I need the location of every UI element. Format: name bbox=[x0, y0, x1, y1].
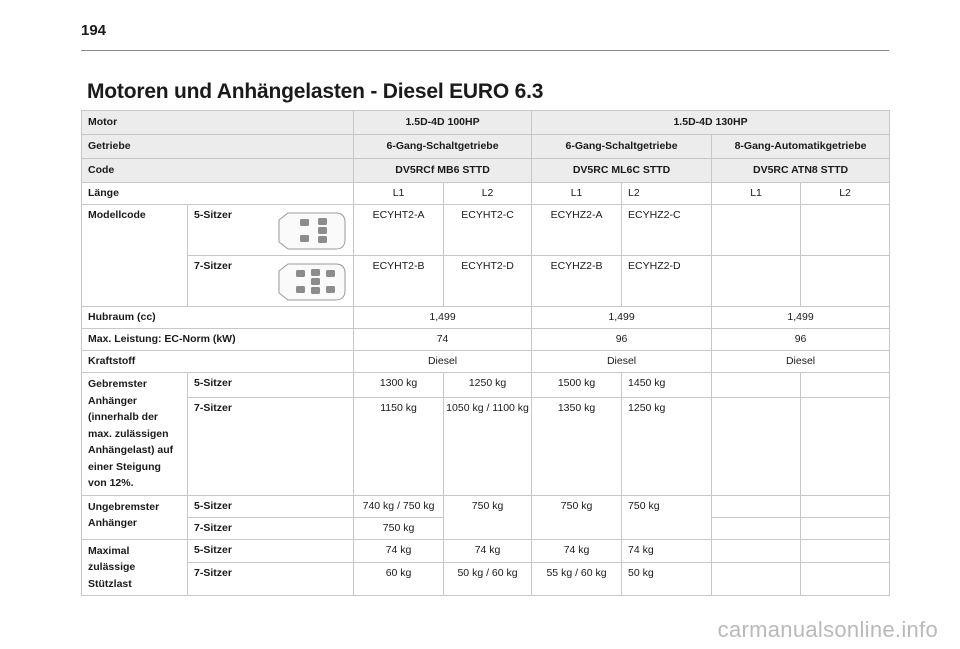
hubraum-value: 1,499 bbox=[354, 307, 532, 329]
stuetzlast-row bbox=[82, 562, 890, 595]
code-value: DV5RCf MB6 STTD bbox=[354, 159, 532, 183]
gebremst-label-line: Anhängelast) auf bbox=[88, 444, 174, 456]
code-label: Code bbox=[82, 159, 354, 183]
laenge-value: L1 bbox=[532, 183, 622, 205]
empty-cell bbox=[712, 205, 801, 256]
ungebremst-label bbox=[82, 495, 188, 539]
kraftstoff-value: Diesel bbox=[532, 351, 712, 373]
leistung-value: 74 bbox=[354, 329, 532, 351]
empty-cell bbox=[801, 517, 890, 539]
ungebremst-label-line: Ungebremster bbox=[88, 500, 160, 513]
seven-seat-layout-icon bbox=[276, 261, 348, 303]
empty-cell bbox=[801, 562, 890, 595]
empty-cell bbox=[801, 256, 890, 307]
seat-label: 5-Sitzer bbox=[188, 205, 272, 256]
kraftstoff-row bbox=[82, 351, 890, 373]
modellcode-value: ECYHZ2-C bbox=[622, 205, 712, 256]
stuetzlast-value: 50 kg / 60 kg bbox=[444, 562, 532, 595]
laenge-label: Länge bbox=[82, 183, 354, 205]
gebremst-label-line: Gebremster bbox=[88, 378, 147, 390]
gebremst-row bbox=[82, 373, 890, 398]
laenge-row bbox=[82, 183, 890, 205]
motor-label: Motor bbox=[82, 111, 354, 135]
stuetzlast-value: 74 kg bbox=[622, 539, 712, 562]
gebremst-value: 1350 kg bbox=[532, 397, 622, 495]
leistung-label: Max. Leistung: EC-Norm (kW) bbox=[82, 329, 354, 351]
empty-cell bbox=[801, 495, 890, 517]
kraftstoff-value: Diesel bbox=[712, 351, 890, 373]
modellcode-value: ECYHT2-B bbox=[354, 256, 444, 307]
gebremst-label-line: einer Steigung bbox=[88, 460, 161, 473]
gebremst-label-line: von 12%. bbox=[88, 477, 134, 489]
page-title: Motoren und Anhängelasten - Diesel EURO 6.3 bbox=[87, 80, 544, 103]
stuetzlast-label bbox=[82, 539, 188, 596]
empty-cell bbox=[712, 562, 801, 595]
gebremst-value: 1250 kg bbox=[444, 373, 532, 398]
getriebe-value: 8-Gang-Automatikgetriebe bbox=[712, 135, 890, 159]
ungebremst-value: 750 kg bbox=[532, 495, 622, 539]
hubraum-label: Hubraum (cc) bbox=[82, 307, 354, 329]
modellcode-value: ECYHZ2-A bbox=[532, 205, 622, 256]
code-value: DV5RC ATN8 STTD bbox=[712, 159, 890, 183]
laenge-value: L1 bbox=[354, 183, 444, 205]
modellcode-value: ECYHZ2-D bbox=[622, 256, 712, 307]
leistung-value: 96 bbox=[532, 329, 712, 351]
stuetzlast-label-line: Stützlast bbox=[88, 577, 132, 590]
gebremst-label-line: Anhänger bbox=[88, 394, 138, 407]
laenge-value: L1 bbox=[712, 183, 801, 205]
gebremst-value: 1250 kg bbox=[622, 397, 712, 495]
ungebremst-value: 750 kg bbox=[622, 495, 712, 539]
seat-diagram-cell bbox=[272, 205, 354, 256]
stuetzlast-value: 60 kg bbox=[354, 562, 444, 595]
ungebremst-value: 740 kg / 750 kg bbox=[354, 495, 444, 517]
modellcode-row bbox=[82, 256, 890, 307]
top-divider bbox=[81, 50, 889, 51]
stuetzlast-value: 74 kg bbox=[354, 539, 444, 562]
empty-cell bbox=[801, 205, 890, 256]
stuetzlast-value: 50 kg bbox=[622, 562, 712, 595]
empty-cell bbox=[801, 397, 890, 495]
gebremst-value: 1450 kg bbox=[622, 373, 712, 398]
empty-cell bbox=[801, 373, 890, 398]
ungebremst-value: 750 kg bbox=[354, 517, 444, 539]
stuetzlast-value: 74 kg bbox=[444, 539, 532, 562]
modellcode-value: ECYHT2-C bbox=[444, 205, 532, 256]
stuetzlast-row bbox=[82, 539, 890, 562]
ungebremst-row bbox=[82, 495, 890, 517]
gebremst-label-line: max. zulässigen bbox=[88, 427, 169, 440]
gebremst-value: 1150 kg bbox=[354, 397, 444, 495]
five-seat-layout-icon bbox=[276, 210, 348, 252]
gebremst-row bbox=[82, 397, 890, 495]
getriebe-value: 6-Gang-Schaltgetriebe bbox=[354, 135, 532, 159]
laenge-value: L2 bbox=[801, 183, 890, 205]
engine-trailer-table bbox=[81, 110, 890, 596]
seat-label: 7-Sitzer bbox=[188, 397, 354, 495]
empty-cell bbox=[801, 539, 890, 562]
hubraum-row bbox=[82, 307, 890, 329]
ungebremst-value: 750 kg bbox=[444, 495, 532, 539]
getriebe-label: Getriebe bbox=[82, 135, 354, 159]
leistung-row bbox=[82, 329, 890, 351]
stuetzlast-value: 74 kg bbox=[532, 539, 622, 562]
modellcode-value: ECYHT2-D bbox=[444, 256, 532, 307]
empty-cell bbox=[712, 256, 801, 307]
empty-cell bbox=[712, 517, 801, 539]
gebremst-label-line: (innerhalb der bbox=[88, 411, 159, 423]
stuetzlast-label-line: Maximal bbox=[88, 544, 130, 557]
stuetzlast-value: 55 kg / 60 kg bbox=[532, 562, 622, 595]
seat-label: 7-Sitzer bbox=[188, 562, 354, 595]
seat-diagram-cell bbox=[272, 256, 354, 307]
seat-label: 7-Sitzer bbox=[188, 517, 354, 539]
motor-row bbox=[82, 111, 890, 135]
watermark: carmanualsonline.info bbox=[717, 617, 938, 642]
leistung-value: 96 bbox=[712, 329, 890, 351]
code-row bbox=[82, 159, 890, 183]
gebremst-value: 1050 kg / 1100 kg bbox=[444, 397, 532, 495]
gebremst-value: 1300 kg bbox=[354, 373, 444, 398]
seat-label: 5-Sitzer bbox=[188, 373, 354, 398]
hubraum-value: 1,499 bbox=[532, 307, 712, 329]
page-number: 194 bbox=[81, 22, 107, 39]
kraftstoff-label: Kraftstoff bbox=[82, 351, 354, 373]
gebremst-label bbox=[82, 373, 188, 496]
motor-value: 1.5D-4D 100HP bbox=[354, 111, 532, 135]
hubraum-value: 1,499 bbox=[712, 307, 890, 329]
kraftstoff-value: Diesel bbox=[354, 351, 532, 373]
getriebe-row bbox=[82, 135, 890, 159]
seat-label: 7-Sitzer bbox=[188, 256, 272, 307]
getriebe-value: 6-Gang-Schaltgetriebe bbox=[532, 135, 712, 159]
stuetzlast-label-line: zulässige bbox=[88, 561, 136, 573]
modellcode-row bbox=[82, 205, 890, 256]
empty-cell bbox=[712, 397, 801, 495]
gebremst-value: 1500 kg bbox=[532, 373, 622, 398]
seat-label: 5-Sitzer bbox=[188, 539, 354, 562]
modellcode-label: Modellcode bbox=[82, 205, 188, 307]
empty-cell bbox=[712, 373, 801, 398]
ungebremst-label-line: Anhänger bbox=[88, 517, 138, 529]
laenge-value: L2 bbox=[444, 183, 532, 205]
modellcode-value: ECYHT2-A bbox=[354, 205, 444, 256]
empty-cell bbox=[712, 495, 801, 517]
seat-label: 5-Sitzer bbox=[188, 495, 354, 517]
motor-value: 1.5D-4D 130HP bbox=[532, 111, 890, 135]
empty-cell bbox=[712, 539, 801, 562]
code-value: DV5RC ML6C STTD bbox=[532, 159, 712, 183]
laenge-value: L2 bbox=[622, 183, 712, 205]
modellcode-value: ECYHZ2-B bbox=[532, 256, 622, 307]
